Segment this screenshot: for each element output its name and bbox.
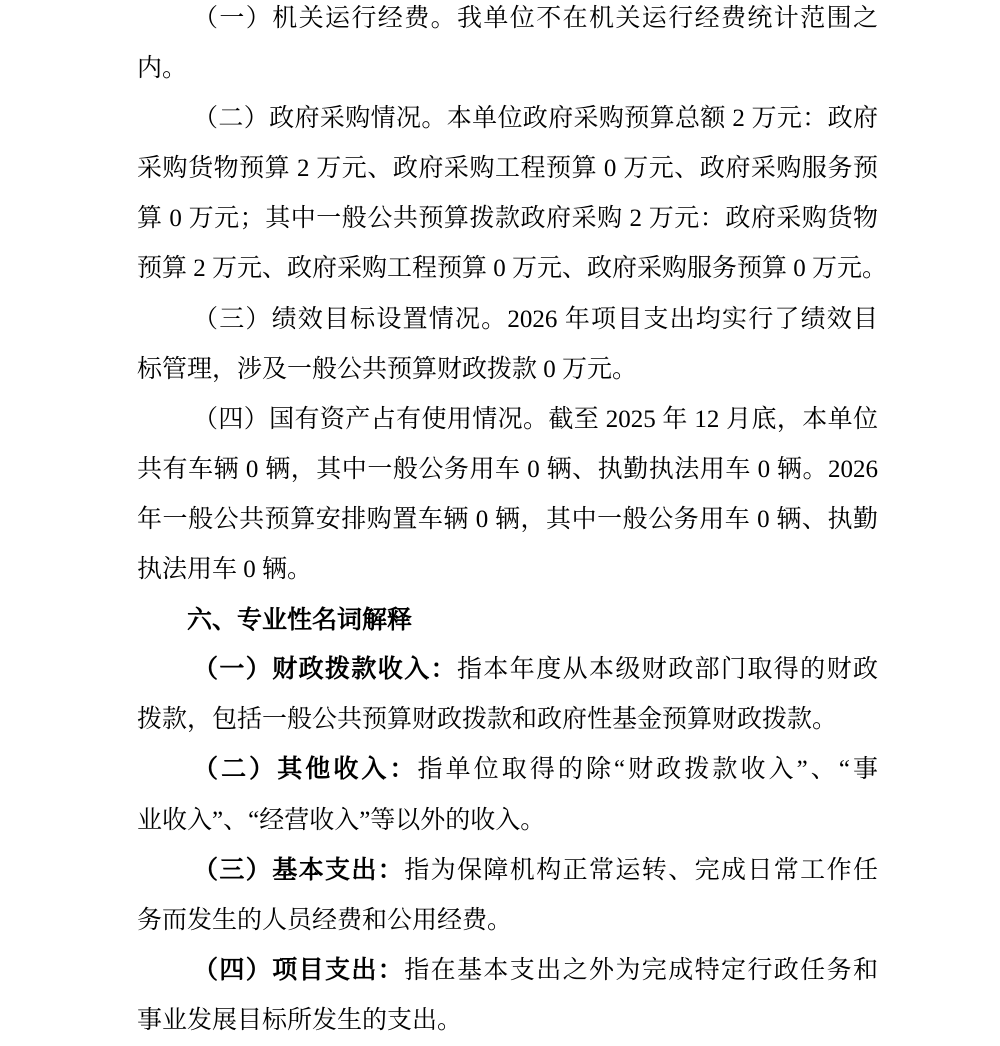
- body-text: 指在基本支出之外为完成特定行政任务和: [404, 956, 878, 984]
- text-line: [137, 345, 878, 395]
- paragraph: [137, 946, 878, 1046]
- text-line: [137, 445, 878, 495]
- text-line: [137, 996, 878, 1046]
- text-line: [137, 896, 878, 946]
- paragraph: [137, 645, 878, 745]
- paragraph: [137, 94, 888, 294]
- text-line: [137, 796, 878, 846]
- text-line: [137, 595, 878, 645]
- body-text: 指为保障机构正常运转、完成日常工作任: [404, 856, 878, 884]
- body-text: （二）政府采购情况。本单位政府采购预算总额 2 万元：政府: [193, 105, 878, 133]
- text-line: [137, 0, 878, 44]
- text-line: [137, 846, 878, 896]
- text-line: [137, 395, 878, 445]
- text-line: [137, 545, 878, 595]
- body-text: 指单位取得的除“财政拨款收入”、“事: [417, 756, 878, 784]
- body-text: 业收入”、“经营收入”等以外的收入。: [137, 806, 546, 834]
- text-line: [137, 695, 878, 745]
- text-line: [137, 946, 878, 996]
- text-line: [137, 44, 878, 94]
- text-line: [137, 745, 878, 795]
- bold-lead-text: （一）财政拨款收入：: [193, 656, 457, 684]
- paragraph: [137, 295, 878, 395]
- body-text: 务而发生的人员经费和公用经费。: [137, 906, 513, 934]
- text-line: [137, 495, 878, 545]
- paragraph: [137, 395, 878, 595]
- bold-lead-text: （四）项目支出：: [193, 956, 405, 984]
- body-text: 标管理，涉及一般公共预算财政拨款 0 万元。: [137, 355, 638, 383]
- body-text: 拨款，包括一般公共预算财政拨款和政府性基金预算财政拨款。: [137, 706, 838, 734]
- paragraph: [137, 0, 878, 94]
- body-text: （一）机关运行经费。我单位不在机关运行经费统计范围之: [193, 5, 878, 32]
- body-text: 预算 2 万元、政府采购工程预算 0 万元、政府采购服务预算 0 万元。: [137, 255, 888, 283]
- section-heading: [137, 595, 878, 645]
- body-text: 年一般公共预算安排购置车辆 0 辆，其中一般公务用车 0 辆、执勤: [137, 505, 878, 533]
- paragraph: [137, 846, 878, 946]
- document-page: [137, 0, 888, 1046]
- text-line: [137, 645, 878, 695]
- paragraph: [137, 745, 878, 845]
- text-line: [137, 144, 878, 194]
- body-text: （三）绩效目标设置情况。2026 年项目支出均实行了绩效目: [193, 305, 878, 333]
- bold-lead-text: （三）基本支出：: [193, 856, 405, 884]
- body-text: 指本年度从本级财政部门取得的财政: [457, 656, 878, 684]
- text-line: [137, 295, 878, 345]
- text-line: [137, 94, 878, 144]
- body-text: 共有车辆 0 辆，其中一般公务用车 0 辆、执勤执法用车 0 辆。2026: [137, 455, 878, 483]
- body-text: 事业发展目标所发生的支出。: [137, 1006, 463, 1034]
- text-line: [137, 244, 888, 294]
- body-text: 采购货物预算 2 万元、政府采购工程预算 0 万元、政府采购服务预: [137, 155, 878, 183]
- body-text: 内。: [137, 55, 188, 83]
- bold-lead-text: 六、专业性名词解释: [187, 605, 413, 635]
- bold-lead-text: （二）其他收入：: [193, 756, 418, 784]
- text-line: [137, 194, 878, 244]
- body-text: 执法用车 0 辆。: [137, 556, 313, 584]
- body-text: 算 0 万元；其中一般公共预算拨款政府采购 2 万元：政府采购货物: [137, 205, 878, 233]
- body-text: （四）国有资产占有使用情况。截至 2025 年 12 月底，本单位: [193, 405, 878, 433]
